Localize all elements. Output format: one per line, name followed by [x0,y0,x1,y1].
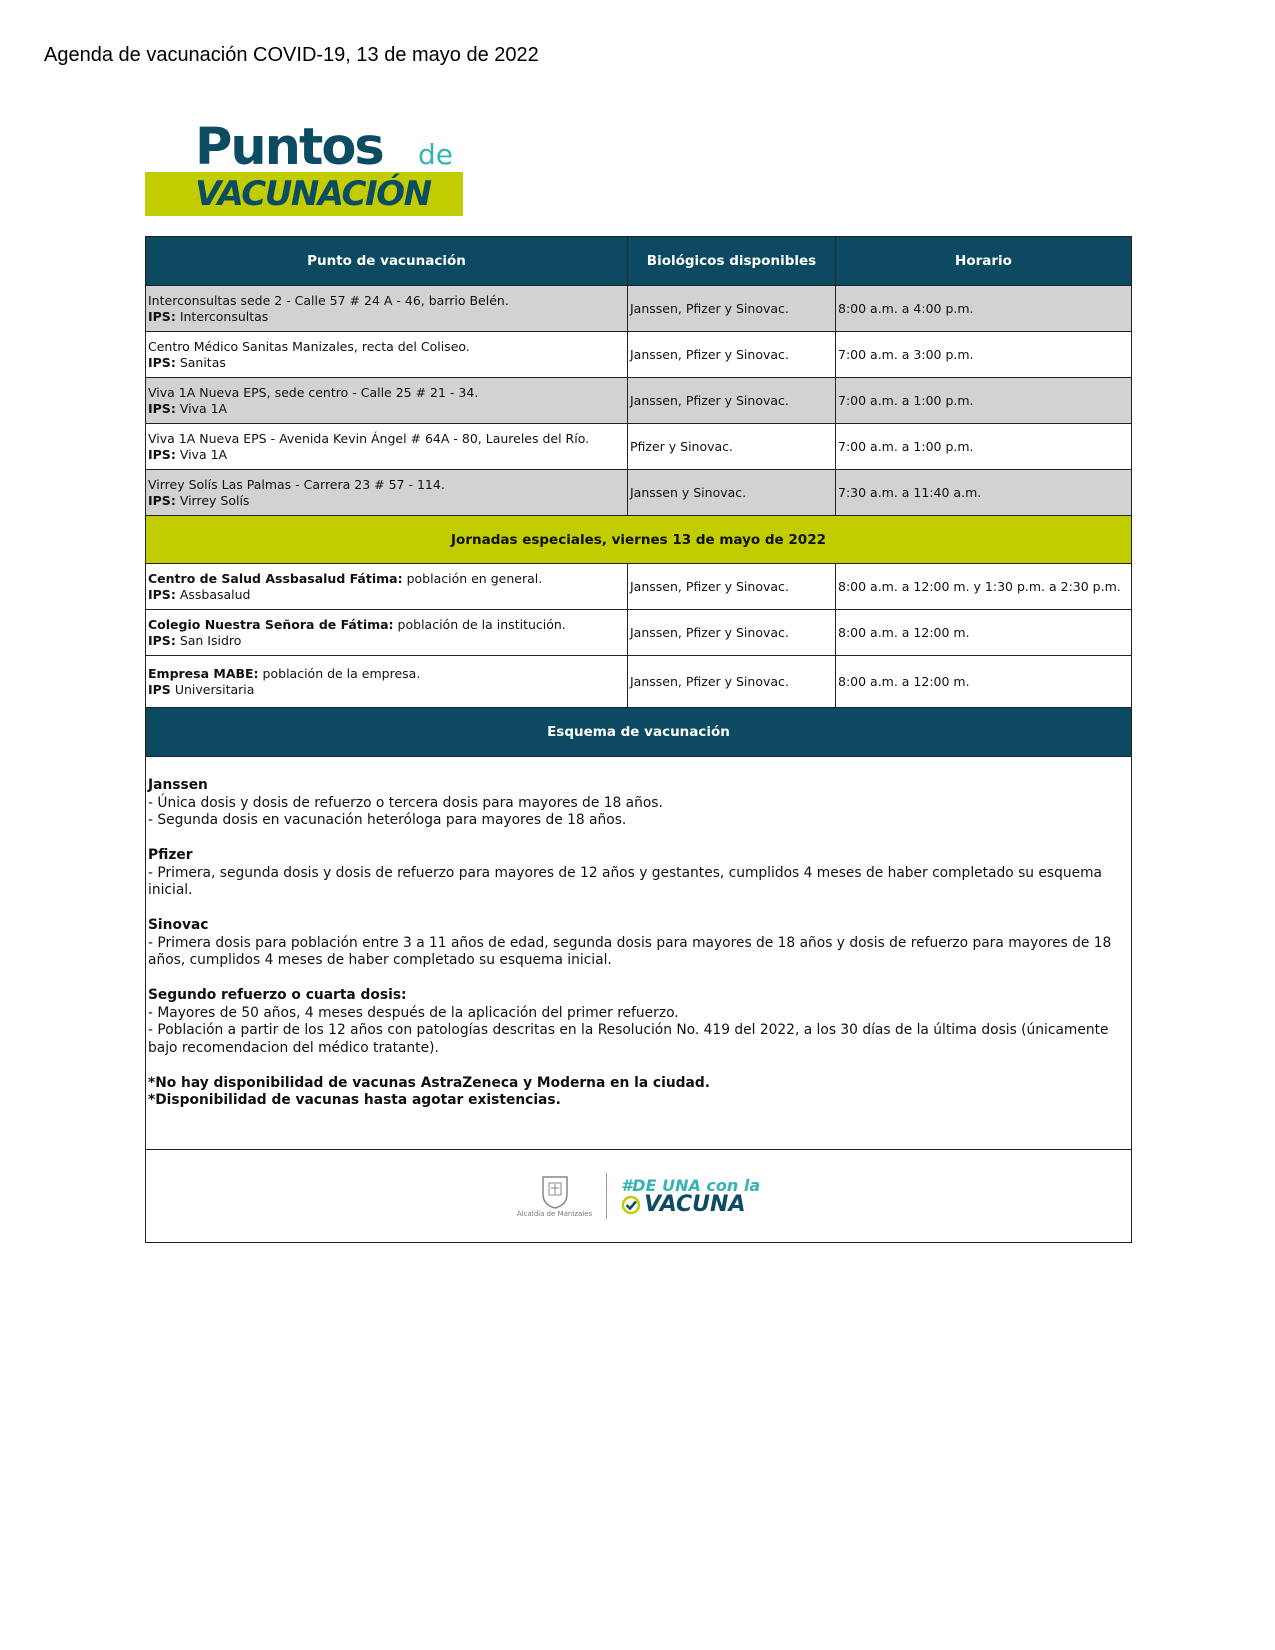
hours-cell: 8:00 a.m. a 12:00 m. [836,656,1132,708]
scheme-header [146,708,1132,757]
scheme-note: *No hay disponibilidad de vacunas AstraZeneca y Moderna en la ciudad. [148,1074,710,1091]
vaccines-cell: Janssen, Pfizer y Sinovac. [628,610,836,656]
place-cell [146,378,628,424]
table-row [146,564,1132,610]
scheme-second-booster-title: Segundo refuerzo o cuarta dosis: [148,987,407,1003]
hours-cell: 8:00 a.m. a 12:00 m. [836,610,1132,656]
campaign-line2: VACUNA [644,1192,746,1217]
ips-label: IPS: [148,308,176,324]
alcaldia-logo [517,1174,592,1218]
place-cell [146,470,628,516]
ips-label: IPS: [148,446,176,462]
footer-row [146,1150,1132,1243]
place-cell [146,564,628,610]
campaign-line2-wrap [621,1192,760,1217]
campaign-line1: #DE UNA con la [621,1176,761,1195]
ips-label: IPS: [148,492,176,508]
table-row [146,470,1132,516]
document-title: Agenda de vacunación COVID-19, 13 de mayo de 2022 [44,44,539,66]
table-row [146,332,1132,378]
hours-cell: 7:00 a.m. a 1:00 p.m. [836,424,1132,470]
hours-cell: 7:00 a.m. a 3:00 p.m. [836,332,1132,378]
scheme-janssen [148,777,1129,830]
de-una-con-la-vacuna-logo [621,1177,760,1215]
place-text: población en general. [406,570,543,586]
place-text: Centro Médico Sanitas Manizales, recta del Coliseo. [148,338,470,354]
scheme-sinovac [148,917,1129,970]
scheme-pfizer [148,847,1129,900]
table-header-row [146,237,1132,286]
scheme-line: - Primera dosis para población entre 3 a 11 años de edad, segunda dosis para mayores de 18 años y dosis de refuerzo para mayores de 18 años, cumplidos 4 meses de haber completado su esquema inicial. [148,934,1112,968]
scheme-line: - Segunda dosis en vacunación heteróloga para mayores de 18 años. [148,812,627,828]
coat-of-arms-icon [540,1174,570,1210]
place-text: población de la empresa. [262,665,421,681]
header-biologicos: Biológicos disponibles [628,237,836,286]
place-cell [146,332,628,378]
ips-value: Interconsultas [179,308,269,324]
place-cell [146,610,628,656]
ips-label: IPS: [148,632,176,648]
scheme-content [146,757,1132,1150]
ips-value: San Isidro [179,632,242,648]
place-bold: Centro de Salud Assbasalud Fátima: [148,570,403,586]
ips-label: IPS: [148,400,176,416]
table-row [146,286,1132,332]
vaccines-cell: Janssen, Pfizer y Sinovac. [628,332,836,378]
place-cell [146,424,628,470]
logo-puntos: Puntos [195,118,383,177]
ips-label: IPS: [148,586,176,602]
place-text: población de la institución. [397,616,566,632]
table-row [146,656,1132,708]
footer-logos [148,1173,1129,1219]
hours-cell: 8:00 a.m. a 4:00 p.m. [836,286,1132,332]
vaccines-cell: Janssen, Pfizer y Sinovac. [628,656,836,708]
place-bold: Colegio Nuestra Señora de Fátima: [148,616,394,632]
scheme-pfizer-title: Pfizer [148,847,193,863]
table-row [146,610,1132,656]
scheme-note: *Disponibilidad de vacunas hasta agotar existencias. [148,1092,561,1108]
footer-cell [146,1150,1132,1243]
table-row [146,424,1132,470]
ips-label: IPS: [148,354,176,370]
vaccines-cell: Pfizer y Sinovac. [628,424,836,470]
scheme-line: - Única dosis y dosis de refuerzo o tercera dosis para mayores de 18 años. [148,794,663,811]
ips-value: Sanitas [179,354,226,370]
ips-value: Viva 1A [179,446,228,462]
special-sessions-title: Jornadas especiales, viernes 13 de mayo de 2022 [146,516,1132,564]
hours-cell: 7:30 a.m. a 11:40 a.m. [836,470,1132,516]
scheme-sinovac-title: Sinovac [148,917,209,933]
place-text: Virrey Solís Las Palmas - Carrera 23 # 57 - 114. [148,476,445,492]
ips-label: IPS [148,681,171,697]
vaccines-cell: Janssen, Pfizer y Sinovac. [628,286,836,332]
vaccines-cell: Janssen, Pfizer y Sinovac. [628,564,836,610]
scheme-janssen-title: Janssen [148,777,208,793]
check-circle-icon [621,1195,641,1215]
puntos-de-vacunacion-logo [145,118,465,218]
place-cell [146,286,628,332]
place-text: Viva 1A Nueva EPS - Avenida Kevin Ángel # 64A - 80, Laureles del Río. [148,430,590,446]
hours-cell: 8:00 a.m. a 12:00 m. y 1:30 p.m. a 2:30 p.m. [836,564,1132,610]
scheme-line: - Primera, segunda dosis y dosis de refuerzo para mayores de 12 años y gestantes, cumplidos 4 meses de haber completado su esquema inicial. [148,864,1102,898]
vaccination-table [145,236,1132,1243]
logo-de: de [418,138,453,171]
scheme-title: Esquema de vacunación [146,708,1132,757]
ips-value: Universitaria [174,681,255,697]
place-text: Viva 1A Nueva EPS, sede centro - Calle 25 # 21 - 34. [148,384,479,400]
scheme-second-booster [148,987,1129,1057]
header-punto: Punto de vacunación [146,237,628,286]
place-text: Interconsultas sede 2 - Calle 57 # 24 A - 46, barrio Belén. [148,292,509,308]
scheme-body [146,757,1132,1150]
place-bold: Empresa MABE: [148,665,259,681]
alcaldia-label: Alcaldía de Manizales [516,1210,593,1218]
scheme-line: - Población a partir de los 12 años con patologías descritas en la Resolución No. 419 del 2022, a los 30 días de la última dosis (únicamente bajo recomendacion del médico tratante). [148,1022,1109,1056]
vaccines-cell: Janssen y Sinovac. [628,470,836,516]
ips-value: Assbasalud [179,586,251,602]
footer-divider [606,1173,607,1219]
special-sessions-header [146,516,1132,564]
table-row [146,378,1132,424]
hours-cell: 7:00 a.m. a 1:00 p.m. [836,378,1132,424]
header-horario: Horario [836,237,1132,286]
vaccines-cell: Janssen, Pfizer y Sinovac. [628,378,836,424]
ips-value: Viva 1A [179,400,228,416]
logo-vacunacion: VACUNACIÓN [195,174,431,214]
place-cell [146,656,628,708]
ips-value: Virrey Solís [179,492,250,508]
scheme-line: - Mayores de 50 años, 4 meses después de la aplicación del primer refuerzo. [148,1004,679,1021]
